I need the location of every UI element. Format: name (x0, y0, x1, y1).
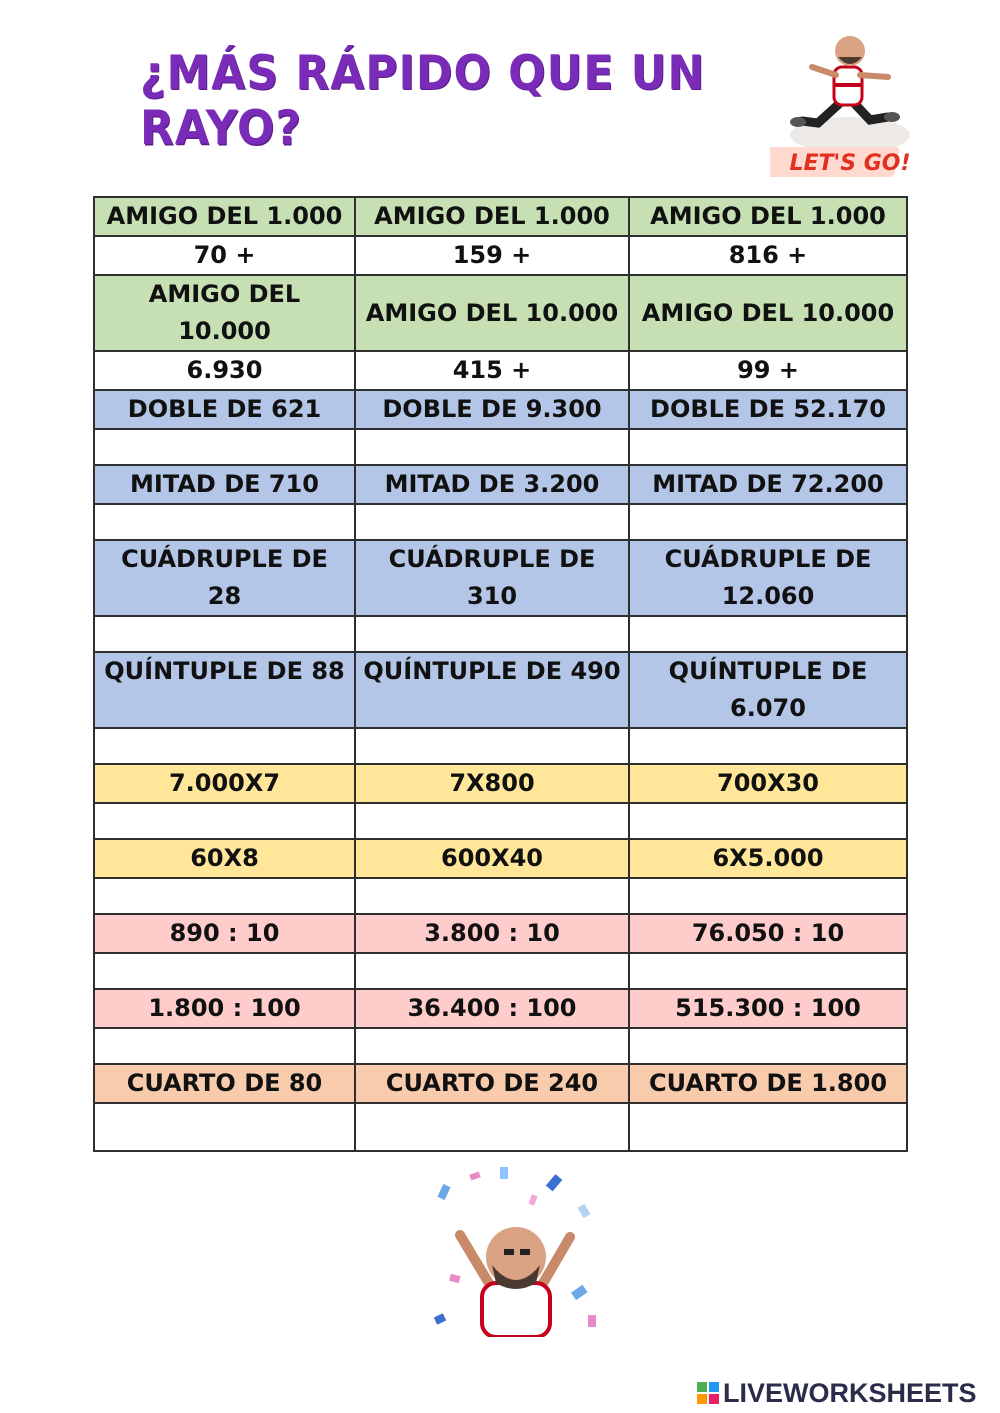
answer-row (94, 878, 907, 914)
prompt-row (94, 914, 907, 953)
answer-row (94, 728, 907, 764)
prompt-cell: 60X8 (94, 839, 355, 878)
prompt-cell: 3.800 : 10 (355, 914, 629, 953)
prompt-cell: CUARTO DE 80 (94, 1064, 355, 1103)
prompt-row (94, 540, 907, 616)
answer-row (94, 351, 907, 390)
prompt-cell: CUARTO DE 1.800 (629, 1064, 907, 1103)
prompt-cell: AMIGO DEL 1.000 (355, 197, 629, 236)
prompt-cell: 7X800 (355, 764, 629, 803)
prompt-row (94, 652, 907, 728)
answer-cell[interactable] (629, 1028, 907, 1064)
answer-cell[interactable] (94, 878, 355, 914)
prompt-cell: MITAD DE 72.200 (629, 465, 907, 504)
answer-cell[interactable]: 70 + (94, 236, 355, 275)
prompt-cell: AMIGO DEL 10.000 (94, 275, 355, 351)
answer-cell[interactable]: 159 + (355, 236, 629, 275)
prompt-row (94, 1064, 907, 1103)
answer-cell[interactable] (355, 429, 629, 465)
prompt-cell: AMIGO DEL 1.000 (94, 197, 355, 236)
prompt-cell: CUARTO DE 240 (355, 1064, 629, 1103)
answer-cell[interactable] (355, 953, 629, 989)
answer-cell[interactable] (355, 1028, 629, 1064)
runner-avatar-image (770, 25, 930, 185)
prompt-cell: DOBLE DE 9.300 (355, 390, 629, 429)
answer-cell[interactable] (629, 728, 907, 764)
prompt-cell: DOBLE DE 52.170 (629, 390, 907, 429)
answer-cell[interactable] (94, 1103, 355, 1151)
answer-cell[interactable] (355, 803, 629, 839)
answer-cell[interactable] (629, 429, 907, 465)
prompt-row (94, 197, 907, 236)
prompt-cell: CUÁDRUPLE DE 310 (355, 540, 629, 616)
answer-row (94, 616, 907, 652)
prompt-cell: 6X5.000 (629, 839, 907, 878)
prompt-cell: 700X30 (629, 764, 907, 803)
prompt-cell: QUÍNTUPLE DE 490 (355, 652, 629, 728)
answer-cell[interactable] (629, 504, 907, 540)
answer-cell[interactable] (355, 878, 629, 914)
answer-cell[interactable] (629, 803, 907, 839)
answer-cell[interactable] (94, 504, 355, 540)
prompt-cell: AMIGO DEL 10.000 (355, 275, 629, 351)
prompt-cell: 890 : 10 (94, 914, 355, 953)
prompt-row (94, 989, 907, 1028)
answer-cell[interactable] (94, 429, 355, 465)
prompt-cell: 515.300 : 100 (629, 989, 907, 1028)
prompt-cell: MITAD DE 710 (94, 465, 355, 504)
prompt-row (94, 390, 907, 429)
celebration-avatar-image (430, 1165, 602, 1337)
answer-cell[interactable] (629, 1103, 907, 1151)
liveworksheets-brand (697, 1376, 977, 1410)
prompt-cell: CUÁDRUPLE DE 28 (94, 540, 355, 616)
answer-row (94, 429, 907, 465)
prompt-cell: QUÍNTUPLE DE 88 (94, 652, 355, 728)
answer-cell[interactable]: 816 + (629, 236, 907, 275)
liveworksheets-logo-icon (697, 1382, 719, 1404)
answer-cell[interactable]: 415 + (355, 351, 629, 390)
lets-go-badge: LET'S GO! (789, 151, 911, 176)
answer-cell[interactable] (355, 1103, 629, 1151)
page-title: ¿MÁS RÁPIDO QUE UN RAYO? (140, 45, 706, 157)
answer-cell[interactable]: 99 + (629, 351, 907, 390)
answer-cell[interactable] (355, 616, 629, 652)
answer-cell[interactable] (94, 953, 355, 989)
answer-cell[interactable] (629, 953, 907, 989)
prompt-cell: MITAD DE 3.200 (355, 465, 629, 504)
answer-cell[interactable] (94, 728, 355, 764)
answer-row (94, 953, 907, 989)
answer-cell[interactable] (94, 1028, 355, 1064)
prompt-cell: QUÍNTUPLE DE 6.070 (629, 652, 907, 728)
prompt-cell: 36.400 : 100 (355, 989, 629, 1028)
answer-row (94, 1103, 907, 1151)
answer-row (94, 803, 907, 839)
answer-cell[interactable] (629, 616, 907, 652)
answer-cell[interactable] (94, 803, 355, 839)
prompt-row (94, 275, 907, 351)
prompt-row (94, 465, 907, 504)
prompt-cell: 600X40 (355, 839, 629, 878)
prompt-row (94, 764, 907, 803)
prompt-cell: AMIGO DEL 10.000 (629, 275, 907, 351)
answer-cell[interactable] (355, 504, 629, 540)
prompt-cell: 76.050 : 10 (629, 914, 907, 953)
answer-cell[interactable] (94, 616, 355, 652)
prompt-cell: 1.800 : 100 (94, 989, 355, 1028)
answer-cell[interactable] (355, 728, 629, 764)
prompt-cell: 7.000X7 (94, 764, 355, 803)
brand-name: LIVEWORKSHEETS (723, 1377, 977, 1408)
prompt-cell: CUÁDRUPLE DE 12.060 (629, 540, 907, 616)
exercise-table (93, 196, 908, 1152)
answer-row (94, 504, 907, 540)
prompt-cell: AMIGO DEL 1.000 (629, 197, 907, 236)
prompt-cell: DOBLE DE 621 (94, 390, 355, 429)
answer-cell[interactable] (629, 878, 907, 914)
answer-cell[interactable]: 6.930 (94, 351, 355, 390)
answer-row (94, 1028, 907, 1064)
answer-row (94, 236, 907, 275)
prompt-row (94, 839, 907, 878)
